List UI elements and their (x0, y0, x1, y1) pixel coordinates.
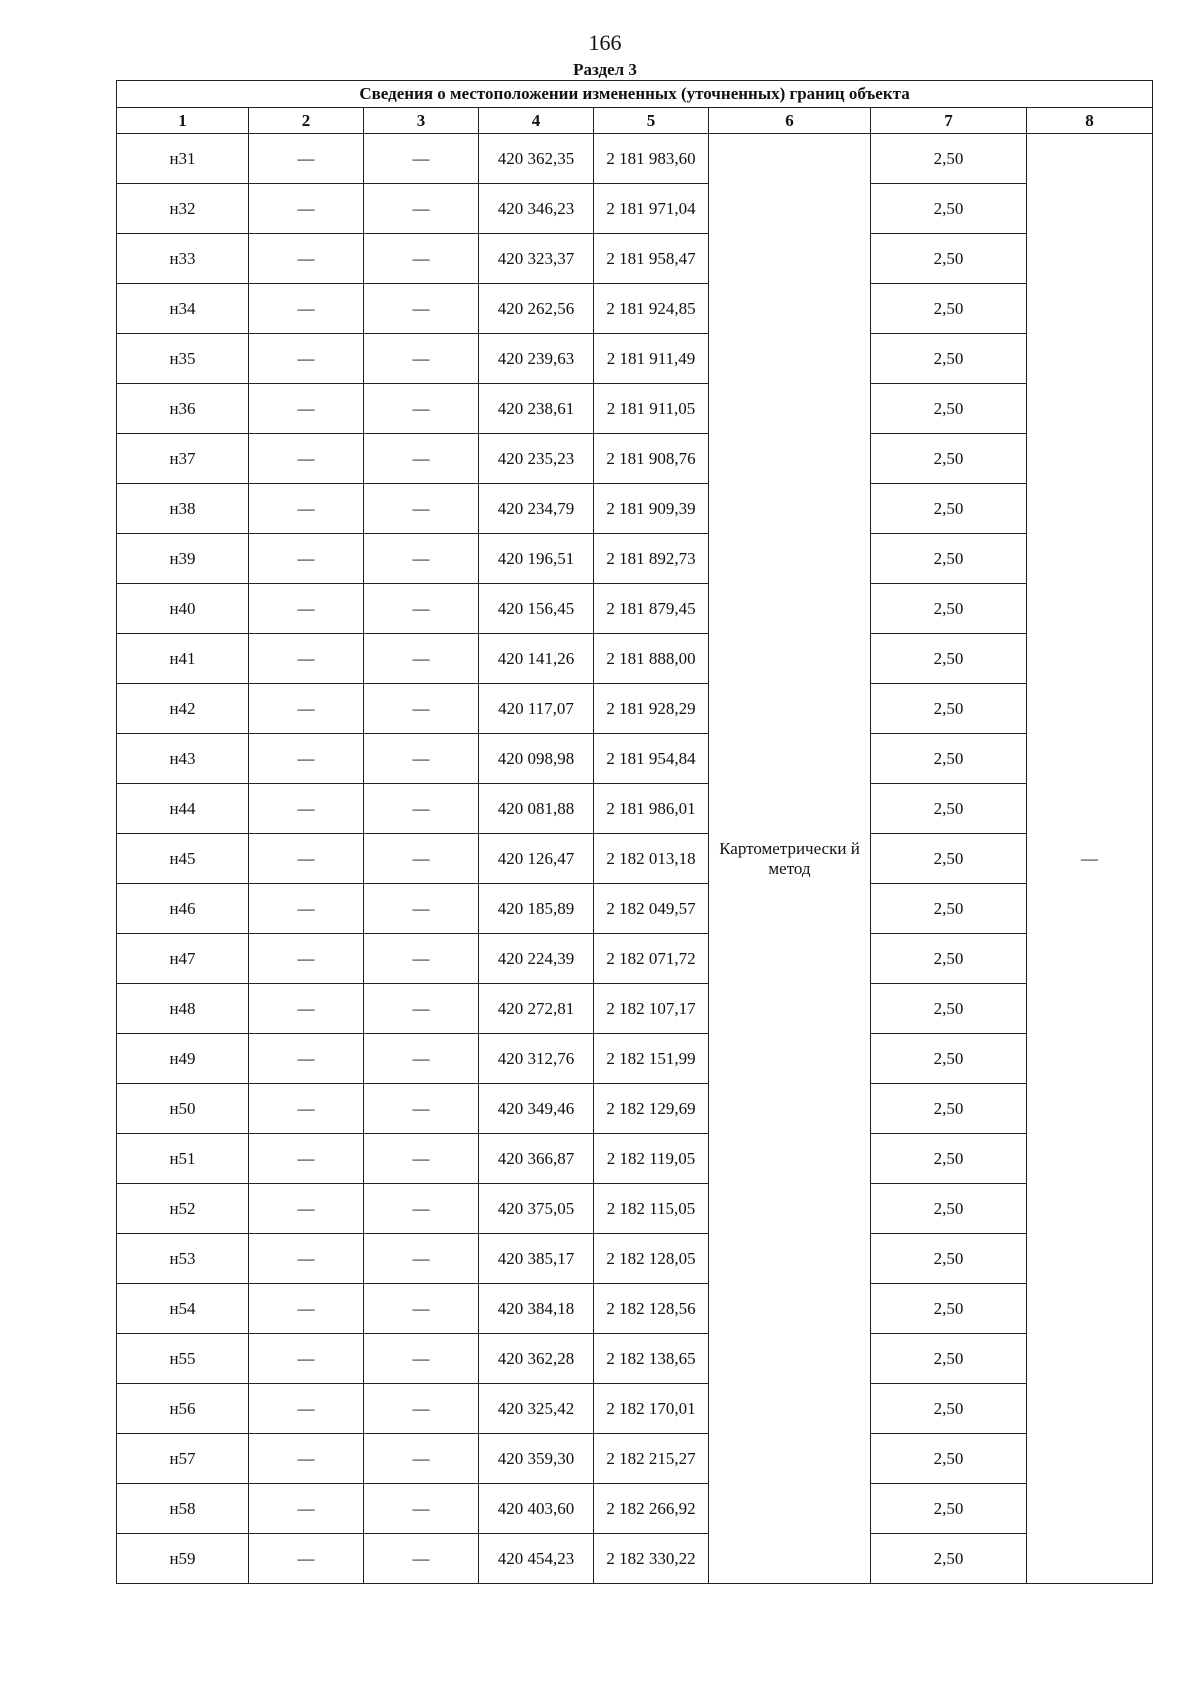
page-number: 166 (588, 30, 622, 55)
table-body (117, 134, 1153, 1584)
point-name-cell: н40 (117, 584, 249, 634)
column-2-cell: — (249, 484, 364, 534)
x-coordinate-cell: 420 081,88 (479, 784, 594, 834)
accuracy-cell: 2,50 (871, 1334, 1027, 1384)
table-row (117, 434, 1153, 484)
accuracy-cell: 2,50 (871, 1534, 1027, 1584)
column-2-cell: — (249, 234, 364, 284)
column-3-cell: — (364, 334, 479, 384)
x-coordinate-cell: 420 098,98 (479, 734, 594, 784)
x-coordinate-cell: 420 375,05 (479, 1184, 594, 1234)
y-coordinate-cell: 2 181 983,60 (594, 134, 709, 184)
column-2-cell: — (249, 134, 364, 184)
column-2-cell: — (249, 1434, 364, 1484)
y-coordinate-cell: 2 182 119,05 (594, 1134, 709, 1184)
accuracy-cell: 2,50 (871, 1134, 1027, 1184)
column-3-cell: — (364, 434, 479, 484)
y-coordinate-cell: 2 182 138,65 (594, 1334, 709, 1384)
column-2-cell: — (249, 1534, 364, 1584)
y-coordinate-cell: 2 182 013,18 (594, 834, 709, 884)
table-row (117, 1184, 1153, 1234)
y-coordinate-cell: 2 182 266,92 (594, 1484, 709, 1534)
table-row (117, 1234, 1153, 1284)
column-number: 4 (479, 108, 594, 134)
table-caption: Сведения о местоположении измененных (уточненных) границ объекта (117, 81, 1153, 108)
table-row (117, 334, 1153, 384)
accuracy-cell: 2,50 (871, 234, 1027, 284)
point-name-cell: н56 (117, 1384, 249, 1434)
point-name-cell: н38 (117, 484, 249, 534)
x-coordinate-cell: 420 366,87 (479, 1134, 594, 1184)
accuracy-cell: 2,50 (871, 984, 1027, 1034)
column-3-cell: — (364, 484, 479, 534)
column-number-row (117, 108, 1153, 134)
point-name-cell: н59 (117, 1534, 249, 1584)
column-2-cell: — (249, 684, 364, 734)
point-name-cell: н54 (117, 1284, 249, 1334)
accuracy-cell: 2,50 (871, 684, 1027, 734)
y-coordinate-cell: 2 181 958,47 (594, 234, 709, 284)
column-3-cell: — (364, 1334, 479, 1384)
column-3-cell: — (364, 734, 479, 784)
point-name-cell: н51 (117, 1134, 249, 1184)
point-name-cell: н34 (117, 284, 249, 334)
column-2-cell: — (249, 284, 364, 334)
x-coordinate-cell: 420 117,07 (479, 684, 594, 734)
table-row (117, 1134, 1153, 1184)
y-coordinate-cell: 2 182 330,22 (594, 1534, 709, 1584)
y-coordinate-cell: 2 182 071,72 (594, 934, 709, 984)
column-3-cell: — (364, 234, 479, 284)
x-coordinate-cell: 420 272,81 (479, 984, 594, 1034)
column-number: 5 (594, 108, 709, 134)
y-coordinate-cell: 2 182 128,05 (594, 1234, 709, 1284)
column-2-cell: — (249, 334, 364, 384)
point-name-cell: н33 (117, 234, 249, 284)
point-name-cell: н42 (117, 684, 249, 734)
point-name-cell: н32 (117, 184, 249, 234)
column-2-cell: — (249, 434, 364, 484)
x-coordinate-cell: 420 362,28 (479, 1334, 594, 1384)
column-3-cell: — (364, 1134, 479, 1184)
accuracy-cell: 2,50 (871, 1034, 1027, 1084)
point-name-cell: н36 (117, 384, 249, 434)
column-3-cell: — (364, 134, 479, 184)
column-3-cell: — (364, 1084, 479, 1134)
x-coordinate-cell: 420 346,23 (479, 184, 594, 234)
x-coordinate-cell: 420 185,89 (479, 884, 594, 934)
column-3-cell: — (364, 184, 479, 234)
point-name-cell: н49 (117, 1034, 249, 1084)
point-name-cell: н35 (117, 334, 249, 384)
accuracy-cell: 2,50 (871, 1234, 1027, 1284)
point-name-cell: н55 (117, 1334, 249, 1384)
column-3-cell: — (364, 1384, 479, 1434)
x-coordinate-cell: 420 454,23 (479, 1534, 594, 1584)
x-coordinate-cell: 420 262,56 (479, 284, 594, 334)
column-2-cell: — (249, 834, 364, 884)
point-name-cell: н41 (117, 634, 249, 684)
column-3-cell: — (364, 834, 479, 884)
column-3-cell: — (364, 934, 479, 984)
point-name-cell: н45 (117, 834, 249, 884)
column-2-cell: — (249, 1484, 364, 1534)
x-coordinate-cell: 420 238,61 (479, 384, 594, 434)
method-cell: Картометрически й метод (709, 134, 871, 1584)
x-coordinate-cell: 420 235,23 (479, 434, 594, 484)
accuracy-cell: 2,50 (871, 834, 1027, 884)
column-number: 1 (117, 108, 249, 134)
table-row (117, 484, 1153, 534)
accuracy-cell: 2,50 (871, 784, 1027, 834)
y-coordinate-cell: 2 181 986,01 (594, 784, 709, 834)
column-3-cell: — (364, 1184, 479, 1234)
table-row (117, 1084, 1153, 1134)
x-coordinate-cell: 420 359,30 (479, 1434, 594, 1484)
point-name-cell: н39 (117, 534, 249, 584)
accuracy-cell: 2,50 (871, 534, 1027, 584)
table-row (117, 134, 1153, 184)
y-coordinate-cell: 2 182 129,69 (594, 1084, 709, 1134)
table-row (117, 584, 1153, 634)
accuracy-cell: 2,50 (871, 334, 1027, 384)
x-coordinate-cell: 420 323,37 (479, 234, 594, 284)
x-coordinate-cell: 420 239,63 (479, 334, 594, 384)
accuracy-cell: 2,50 (871, 284, 1027, 334)
y-coordinate-cell: 2 181 954,84 (594, 734, 709, 784)
accuracy-cell: 2,50 (871, 934, 1027, 984)
table-row (117, 284, 1153, 334)
y-coordinate-cell: 2 181 879,45 (594, 584, 709, 634)
accuracy-cell: 2,50 (871, 584, 1027, 634)
y-coordinate-cell: 2 182 107,17 (594, 984, 709, 1034)
y-coordinate-cell: 2 181 911,49 (594, 334, 709, 384)
point-name-cell: н37 (117, 434, 249, 484)
column-2-cell: — (249, 384, 364, 434)
point-name-cell: н57 (117, 1434, 249, 1484)
x-coordinate-cell: 420 234,79 (479, 484, 594, 534)
table-row (117, 684, 1153, 734)
table-row (117, 1034, 1153, 1084)
column-2-cell: — (249, 784, 364, 834)
table-row (117, 884, 1153, 934)
y-coordinate-cell: 2 181 909,39 (594, 484, 709, 534)
section-title: Раздел 3 (573, 60, 637, 79)
column-2-cell: — (249, 1284, 364, 1334)
table-row (117, 734, 1153, 784)
table-row (117, 384, 1153, 434)
y-coordinate-cell: 2 182 170,01 (594, 1384, 709, 1434)
column-2-cell: — (249, 884, 364, 934)
accuracy-cell: 2,50 (871, 434, 1027, 484)
y-coordinate-cell: 2 182 215,27 (594, 1434, 709, 1484)
column-3-cell: — (364, 584, 479, 634)
column-number: 8 (1027, 108, 1153, 134)
column-3-cell: — (364, 634, 479, 684)
column-3-cell: — (364, 1484, 479, 1534)
accuracy-cell: 2,50 (871, 484, 1027, 534)
column-2-cell: — (249, 184, 364, 234)
x-coordinate-cell: 420 312,76 (479, 1034, 594, 1084)
column-2-cell: — (249, 534, 364, 584)
column-number: 6 (709, 108, 871, 134)
x-coordinate-cell: 420 141,26 (479, 634, 594, 684)
accuracy-cell: 2,50 (871, 134, 1027, 184)
column-3-cell: — (364, 1234, 479, 1284)
table-row (117, 984, 1153, 1034)
column-number: 7 (871, 108, 1027, 134)
x-coordinate-cell: 420 224,39 (479, 934, 594, 984)
y-coordinate-cell: 2 182 049,57 (594, 884, 709, 934)
x-coordinate-cell: 420 156,45 (479, 584, 594, 634)
column-2-cell: — (249, 584, 364, 634)
table-row (117, 634, 1153, 684)
column-2-cell: — (249, 634, 364, 684)
y-coordinate-cell: 2 182 115,05 (594, 1184, 709, 1234)
x-coordinate-cell: 420 362,35 (479, 134, 594, 184)
y-coordinate-cell: 2 181 888,00 (594, 634, 709, 684)
x-coordinate-cell: 420 196,51 (479, 534, 594, 584)
table-row (117, 784, 1153, 834)
table-row (117, 534, 1153, 584)
column-2-cell: — (249, 1384, 364, 1434)
table-row (117, 1334, 1153, 1384)
x-coordinate-cell: 420 126,47 (479, 834, 594, 884)
table-row (117, 1484, 1153, 1534)
y-coordinate-cell: 2 181 924,85 (594, 284, 709, 334)
point-name-cell: н46 (117, 884, 249, 934)
column-number: 3 (364, 108, 479, 134)
column-3-cell: — (364, 1034, 479, 1084)
column-3-cell: — (364, 284, 479, 334)
accuracy-cell: 2,50 (871, 734, 1027, 784)
table-row (117, 1434, 1153, 1484)
accuracy-cell: 2,50 (871, 1484, 1027, 1534)
accuracy-cell: 2,50 (871, 1284, 1027, 1334)
y-coordinate-cell: 2 181 892,73 (594, 534, 709, 584)
table-row (117, 1284, 1153, 1334)
boundary-coordinates-table (116, 80, 1153, 1584)
x-coordinate-cell: 420 349,46 (479, 1084, 594, 1134)
x-coordinate-cell: 420 325,42 (479, 1384, 594, 1434)
accuracy-cell: 2,50 (871, 1084, 1027, 1134)
column-3-cell: — (364, 1434, 479, 1484)
column-2-cell: — (249, 1084, 364, 1134)
column-2-cell: — (249, 1034, 364, 1084)
accuracy-cell: 2,50 (871, 634, 1027, 684)
point-name-cell: н52 (117, 1184, 249, 1234)
y-coordinate-cell: 2 181 911,05 (594, 384, 709, 434)
column-2-cell: — (249, 1334, 364, 1384)
point-name-cell: н50 (117, 1084, 249, 1134)
accuracy-cell: 2,50 (871, 1184, 1027, 1234)
column-2-cell: — (249, 934, 364, 984)
column-2-cell: — (249, 1184, 364, 1234)
table-row (117, 834, 1153, 884)
point-name-cell: н53 (117, 1234, 249, 1284)
y-coordinate-cell: 2 181 908,76 (594, 434, 709, 484)
table-row (117, 1534, 1153, 1584)
accuracy-cell: 2,50 (871, 184, 1027, 234)
column-3-cell: — (364, 984, 479, 1034)
accuracy-cell: 2,50 (871, 384, 1027, 434)
y-coordinate-cell: 2 182 128,56 (594, 1284, 709, 1334)
y-coordinate-cell: 2 182 151,99 (594, 1034, 709, 1084)
accuracy-cell: 2,50 (871, 1384, 1027, 1434)
x-coordinate-cell: 420 403,60 (479, 1484, 594, 1534)
accuracy-cell: 2,50 (871, 1434, 1027, 1484)
column-3-cell: — (364, 1284, 479, 1334)
column-2-cell: — (249, 1134, 364, 1184)
point-name-cell: н47 (117, 934, 249, 984)
table-row (117, 934, 1153, 984)
column-3-cell: — (364, 784, 479, 834)
x-coordinate-cell: 420 384,18 (479, 1284, 594, 1334)
x-coordinate-cell: 420 385,17 (479, 1234, 594, 1284)
point-name-cell: н43 (117, 734, 249, 784)
column-3-cell: — (364, 884, 479, 934)
column-3-cell: — (364, 1534, 479, 1584)
point-name-cell: н48 (117, 984, 249, 1034)
column-2-cell: — (249, 1234, 364, 1284)
accuracy-cell: 2,50 (871, 884, 1027, 934)
table-row (117, 234, 1153, 284)
point-name-cell: н31 (117, 134, 249, 184)
column-3-cell: — (364, 534, 479, 584)
point-name-cell: н58 (117, 1484, 249, 1534)
column-2-cell: — (249, 984, 364, 1034)
column-3-cell: — (364, 384, 479, 434)
y-coordinate-cell: 2 181 971,04 (594, 184, 709, 234)
column-3-cell: — (364, 684, 479, 734)
y-coordinate-cell: 2 181 928,29 (594, 684, 709, 734)
table-row (117, 184, 1153, 234)
column-number: 2 (249, 108, 364, 134)
column-8-cell: — (1027, 134, 1153, 1584)
table-row (117, 1384, 1153, 1434)
column-2-cell: — (249, 734, 364, 784)
point-name-cell: н44 (117, 784, 249, 834)
